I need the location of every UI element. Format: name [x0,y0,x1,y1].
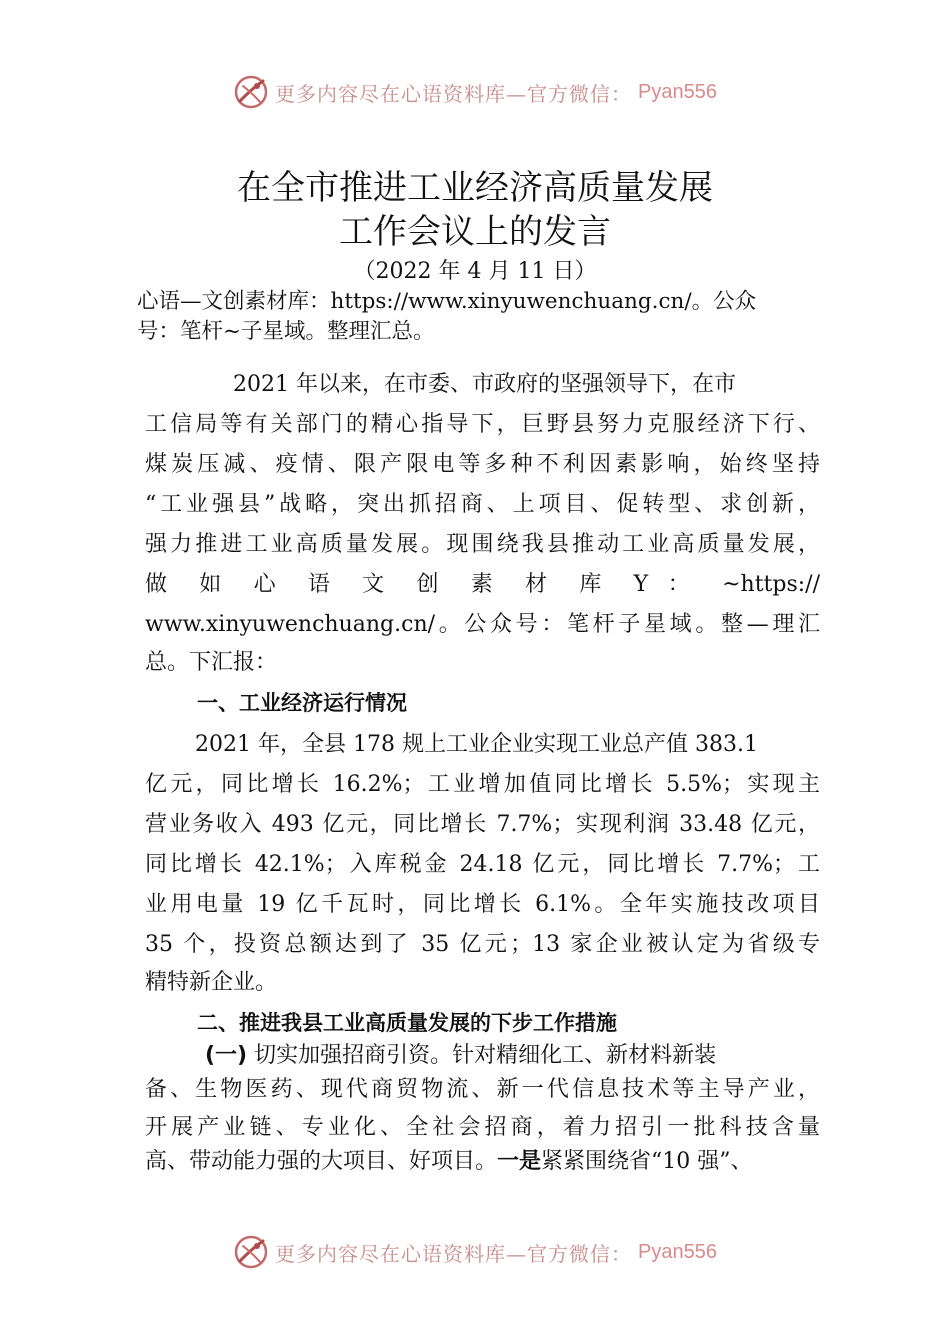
paragraph-line [145,1147,820,1177]
brand-logo-icon [233,1234,269,1270]
paragraph-line: “工业强县”战略，突出抓招商、上项目、促转型、求创新， [145,492,820,517]
source-line: 号：笔杆~子星域。整理汇总。 [137,319,435,344]
paragraph-line: 营业务收入 493 亿元，同比增长 7.7%；实现利润 33.48 亿元， [145,812,820,837]
paragraph-line: www.xinyuwenchuang.cn/。公众号：笔杆子星域。整—理汇 [145,612,820,637]
section-heading: 二、推进我县工业高质量发展的下步工作措施 [197,1011,617,1035]
paragraph-line: 35 个，投资总额达到了 35 亿元；13 家企业被认定为省级专 [145,932,820,957]
watermark-header [0,72,950,112]
paragraph-line: 2021 年以来，在市委、市政府的坚强领导下，在市 [233,372,736,397]
watermark-wechat-id: Pyan556 [638,80,717,103]
paragraph-line: 强力推进工业高质量发展。现围绕我县推动工业高质量发展， [145,532,820,557]
document-title-line2: 工作会议上的发言 [339,212,611,252]
watermark-text: 更多内容尽在心语资料库—官方微信： [275,81,633,106]
text-run: 高、带动能力强的大项目、好项目。 [145,1149,498,1174]
subsection-first-line [205,1041,815,1071]
paragraph-line: 总。下汇报： [145,650,278,675]
paragraph-line: 精特新企业。 [145,970,278,995]
paragraph-line: 同比增长 42.1%；入库税金 24.18 亿元，同比增长 7.7%；工 [145,852,820,877]
subsection-text: 切实加强招商引资。针对精细化工、新材料新装 [247,1043,717,1068]
document-title-line1: 在全市推进工业经济高质量发展 [237,168,713,208]
paragraph-line: 煤炭压减、疫情、限产限电等多种不利因素影响，始终坚持 [145,452,820,477]
watermark-footer [0,1232,950,1272]
document-date: （2022 年 4 月 11 日） [353,259,597,284]
watermark-wechat-id: Pyan556 [638,1240,717,1263]
paragraph-line: 2021 年，全县 178 规上工业企业实现工业总产值 383.1 [195,732,758,757]
text-run: 紧紧围绕省“10 强”、 [541,1149,753,1174]
source-line: 心语—文创素材库：https://www.xinyuwenchuang.cn/。公众 [137,289,757,314]
brand-logo-icon [233,74,269,110]
section-heading: 一、工业经济运行情况 [197,691,407,715]
paragraph-line: 做 如 心 语 文 创 素 材 库 Y ： ~https:// [145,572,820,597]
subsection-label: (一) [205,1043,248,1068]
paragraph-line: 亿元，同比增长 16.2%；工业增加值同比增长 5.5%；实现主 [145,772,820,797]
watermark-text: 更多内容尽在心语资料库—官方微信： [275,1241,633,1266]
paragraph-line: 备、生物医药、现代商贸物流、新一代信息技术等主导产业， [145,1077,820,1102]
paragraph-line: 工信局等有关部门的精心指导下，巨野县努力克服经济下行、 [145,412,820,437]
paragraph-line: 开展产业链、专业化、全社会招商，着力招引一批科技含量 [145,1115,820,1140]
emphasis-text: 一是 [497,1149,542,1174]
paragraph-line: 业用电量 19 亿千瓦时，同比增长 6.1%。全年实施技改项目 [145,892,820,917]
